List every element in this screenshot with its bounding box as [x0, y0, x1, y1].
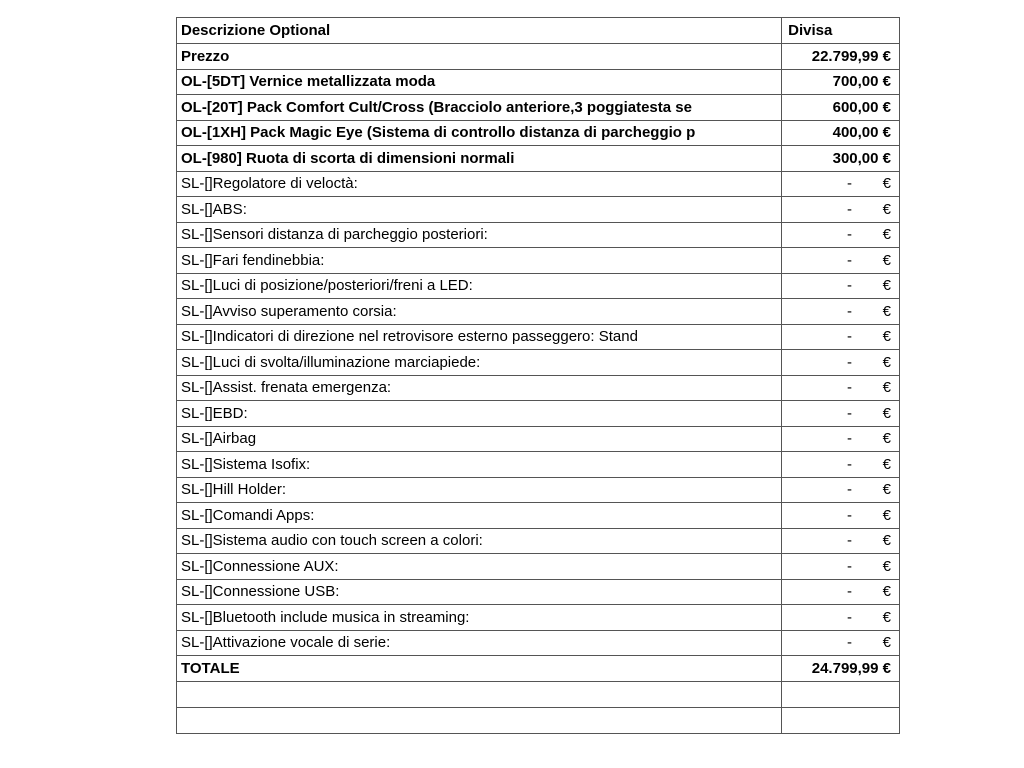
standard-row-label-cell: SL-[]Attivazione vocale di serie:	[177, 630, 782, 656]
standard-row	[177, 401, 899, 427]
optional-row-value-cell: 400,00 €	[782, 120, 899, 146]
optional-row	[177, 95, 899, 121]
standard-row	[177, 222, 899, 248]
euro-symbol: €	[882, 226, 891, 244]
standard-row-value-cell	[782, 579, 899, 605]
euro-symbol: €	[882, 200, 891, 218]
dash-currency-wrap	[786, 226, 891, 243]
standard-row-label-cell: SL-[]Sistema Isofix:	[177, 452, 782, 478]
standard-row-label-cell: SL-[]ABS:	[177, 197, 782, 223]
standard-row-label-cell: SL-[]Comandi Apps:	[177, 503, 782, 529]
empty-row-label-cell	[177, 681, 782, 707]
total-row-label-cell: TOTALE	[177, 656, 782, 682]
dash-currency-wrap	[786, 252, 891, 269]
dash-symbol: -	[847, 277, 852, 295]
standard-row-value-cell	[782, 528, 899, 554]
euro-symbol: €	[882, 532, 891, 550]
standard-row	[177, 324, 899, 350]
dash-symbol: -	[847, 328, 852, 346]
standard-row-value-cell	[782, 554, 899, 580]
price-label-cell: Prezzo	[177, 44, 782, 70]
standard-row	[177, 426, 899, 452]
standard-row-label-cell: SL-[]Hill Holder:	[177, 477, 782, 503]
dash-currency-wrap	[786, 456, 891, 473]
euro-symbol: €	[882, 430, 891, 448]
dash-symbol: -	[847, 175, 852, 193]
optional-row	[177, 69, 899, 95]
total-row	[177, 656, 899, 682]
price-value-cell: 22.799,99 €	[782, 44, 899, 70]
standard-row-value-cell	[782, 375, 899, 401]
standard-row-value-cell	[782, 426, 899, 452]
optional-row-value-cell: 600,00 €	[782, 95, 899, 121]
dash-currency-wrap	[786, 303, 891, 320]
dash-symbol: -	[847, 200, 852, 218]
standard-row-label-cell: SL-[]Luci di posizione/posteriori/freni a LED:	[177, 273, 782, 299]
dash-symbol: -	[847, 226, 852, 244]
optional-table-body	[177, 18, 899, 733]
dash-symbol: -	[847, 430, 852, 448]
dash-currency-wrap	[786, 634, 891, 651]
euro-symbol: €	[882, 404, 891, 422]
dash-symbol: -	[847, 532, 852, 550]
euro-symbol: €	[882, 634, 891, 652]
euro-symbol: €	[882, 328, 891, 346]
euro-symbol: €	[882, 608, 891, 626]
optional-table	[177, 18, 899, 734]
dash-symbol: -	[847, 608, 852, 626]
standard-row-value-cell	[782, 299, 899, 325]
dash-symbol: -	[847, 379, 852, 397]
standard-row	[177, 554, 899, 580]
header-description-cell: Descrizione Optional	[177, 18, 782, 44]
euro-symbol: €	[882, 353, 891, 371]
standard-row-value-cell	[782, 401, 899, 427]
euro-symbol: €	[882, 302, 891, 320]
standard-row-value-cell	[782, 503, 899, 529]
optional-row-value-cell: 300,00 €	[782, 146, 899, 172]
optional-row	[177, 120, 899, 146]
standard-row-label-cell: SL-[]Sistema audio con touch screen a colori:	[177, 528, 782, 554]
standard-row	[177, 248, 899, 274]
price-row	[177, 44, 899, 70]
dash-currency-wrap	[786, 379, 891, 396]
dash-symbol: -	[847, 506, 852, 524]
optional-row-label-cell: OL-[980] Ruota di scorta di dimensioni normali	[177, 146, 782, 172]
standard-row-label-cell: SL-[]EBD:	[177, 401, 782, 427]
standard-row-label-cell: SL-[]Connessione AUX:	[177, 554, 782, 580]
dash-currency-wrap	[786, 507, 891, 524]
standard-row-value-cell	[782, 222, 899, 248]
empty-row	[177, 681, 899, 707]
euro-symbol: €	[882, 557, 891, 575]
dash-currency-wrap	[786, 532, 891, 549]
standard-row-value-cell	[782, 477, 899, 503]
optional-price-sheet	[176, 17, 900, 734]
standard-row-value-cell	[782, 350, 899, 376]
dash-currency-wrap	[786, 558, 891, 575]
standard-row-label-cell: SL-[]Indicatori di direzione nel retrovisore esterno passeggero: Stand	[177, 324, 782, 350]
standard-row	[177, 605, 899, 631]
dash-symbol: -	[847, 634, 852, 652]
dash-currency-wrap	[786, 201, 891, 218]
standard-row	[177, 375, 899, 401]
dash-symbol: -	[847, 481, 852, 499]
dash-currency-wrap	[786, 430, 891, 447]
standard-row	[177, 197, 899, 223]
euro-symbol: €	[882, 175, 891, 193]
optional-row-value-cell: 700,00 €	[782, 69, 899, 95]
standard-row-label-cell: SL-[]Airbag	[177, 426, 782, 452]
dash-currency-wrap	[786, 277, 891, 294]
dash-currency-wrap	[786, 583, 891, 600]
empty-row-value-cell	[782, 707, 899, 733]
standard-row-label-cell: SL-[]Regolatore di veloctà:	[177, 171, 782, 197]
dash-symbol: -	[847, 353, 852, 371]
standard-row-label-cell: SL-[]Assist. frenata emergenza:	[177, 375, 782, 401]
standard-row-value-cell	[782, 248, 899, 274]
standard-row-value-cell	[782, 605, 899, 631]
dash-currency-wrap	[786, 328, 891, 345]
optional-row	[177, 146, 899, 172]
standard-row	[177, 528, 899, 554]
empty-row-label-cell	[177, 707, 782, 733]
standard-row-label-cell: SL-[]Sensori distanza di parcheggio posteriori:	[177, 222, 782, 248]
standard-row	[177, 171, 899, 197]
standard-row-value-cell	[782, 452, 899, 478]
dash-currency-wrap	[786, 354, 891, 371]
standard-row-label-cell: SL-[]Bluetooth include musica in streaming:	[177, 605, 782, 631]
dash-currency-wrap	[786, 609, 891, 626]
optional-row-label-cell: OL-[20T] Pack Comfort Cult/Cross (Bracciolo anteriore,3 poggiatesta se	[177, 95, 782, 121]
standard-row	[177, 452, 899, 478]
standard-row	[177, 579, 899, 605]
standard-row-label-cell: SL-[]Connessione USB:	[177, 579, 782, 605]
empty-row-value-cell	[782, 681, 899, 707]
euro-symbol: €	[882, 251, 891, 269]
header-currency-cell: Divisa	[782, 18, 899, 44]
standard-row	[177, 350, 899, 376]
standard-row-label-cell: SL-[]Fari fendinebbia:	[177, 248, 782, 274]
standard-row-value-cell	[782, 197, 899, 223]
standard-row-label-cell: SL-[]Luci di svolta/illuminazione marciapiede:	[177, 350, 782, 376]
empty-row	[177, 707, 899, 733]
dash-currency-wrap	[786, 481, 891, 498]
euro-symbol: €	[882, 379, 891, 397]
euro-symbol: €	[882, 506, 891, 524]
dash-currency-wrap	[786, 175, 891, 192]
dash-symbol: -	[847, 251, 852, 269]
dash-symbol: -	[847, 302, 852, 320]
standard-row	[177, 477, 899, 503]
optional-row-label-cell: OL-[1XH] Pack Magic Eye (Sistema di controllo distanza di parcheggio p	[177, 120, 782, 146]
standard-row	[177, 299, 899, 325]
standard-row-value-cell	[782, 324, 899, 350]
dash-currency-wrap	[786, 405, 891, 422]
standard-row-value-cell	[782, 171, 899, 197]
total-row-value-cell: 24.799,99 €	[782, 656, 899, 682]
optional-row-label-cell: OL-[5DT] Vernice metallizzata moda	[177, 69, 782, 95]
standard-row-label-cell: SL-[]Avviso superamento corsia:	[177, 299, 782, 325]
standard-row-value-cell	[782, 273, 899, 299]
dash-symbol: -	[847, 455, 852, 473]
standard-row	[177, 630, 899, 656]
standard-row	[177, 503, 899, 529]
euro-symbol: €	[882, 481, 891, 499]
dash-symbol: -	[847, 404, 852, 422]
euro-symbol: €	[882, 455, 891, 473]
standard-row-value-cell	[782, 630, 899, 656]
euro-symbol: €	[882, 277, 891, 295]
dash-symbol: -	[847, 583, 852, 601]
header-row	[177, 18, 899, 44]
standard-row	[177, 273, 899, 299]
dash-symbol: -	[847, 557, 852, 575]
euro-symbol: €	[882, 583, 891, 601]
